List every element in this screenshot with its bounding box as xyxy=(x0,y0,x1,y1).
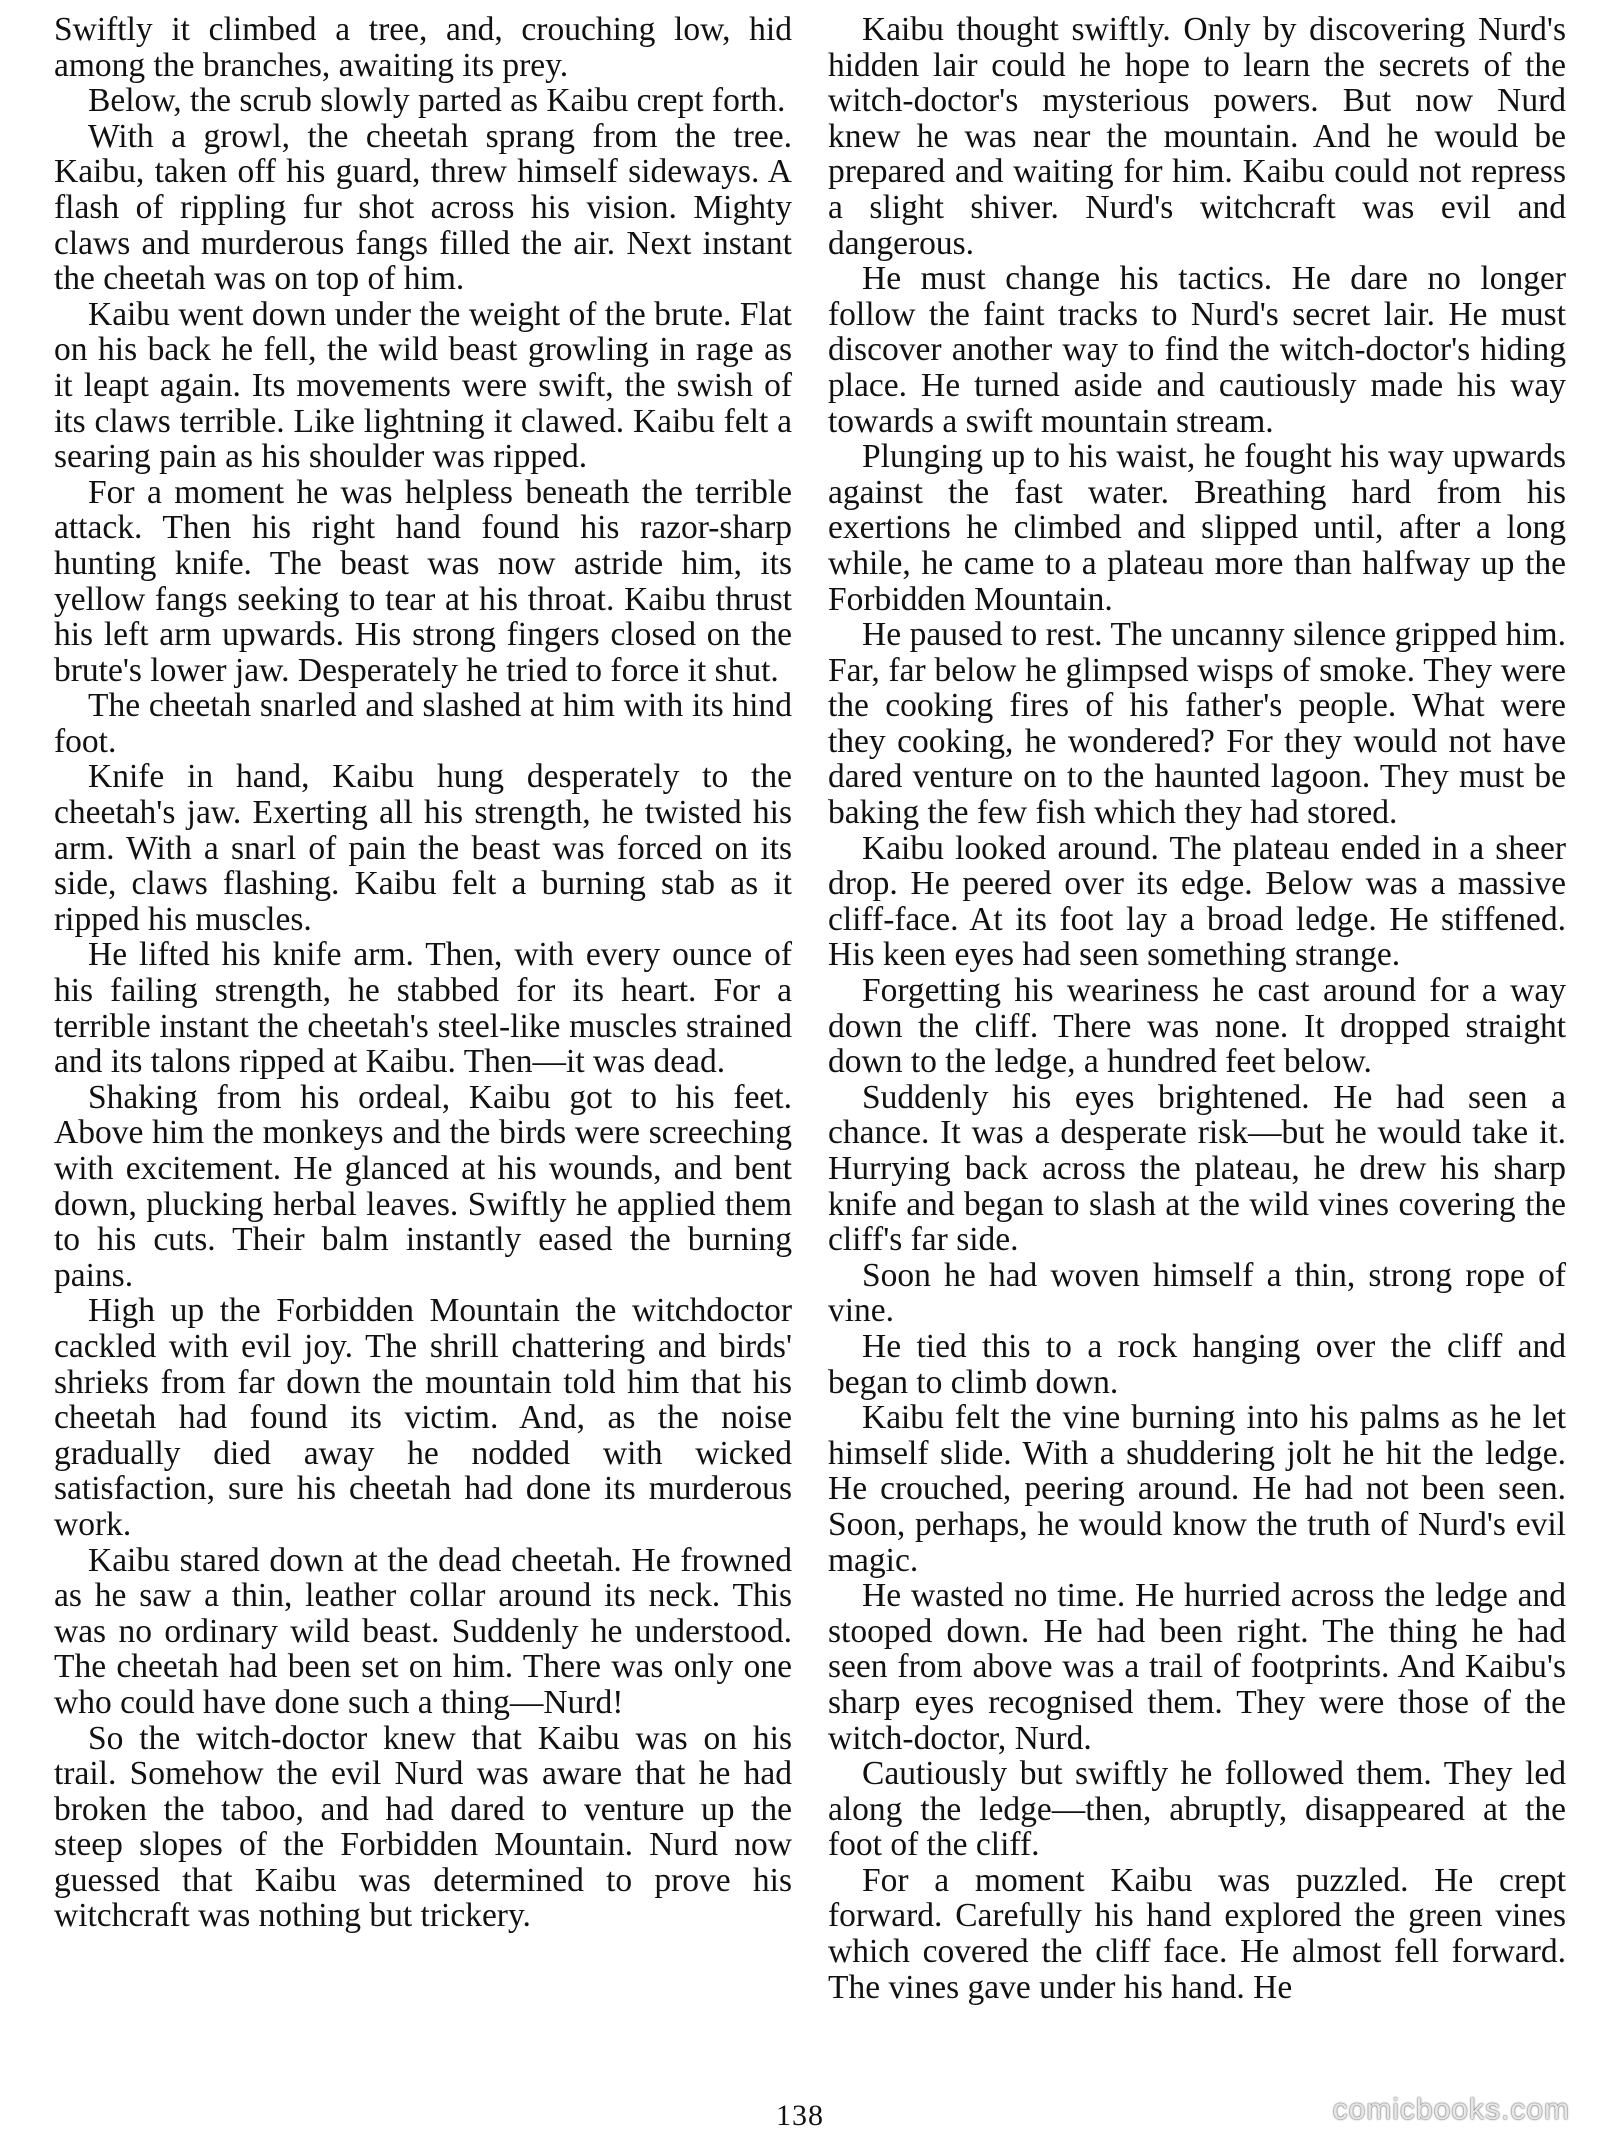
paragraph: He must change his tactics. He dare no longer follow the faint tracks to Nurd's secret lair. He must discover another way to find the witch-doctor's hiding place. He turned aside and cautiously made his way towards a swift mountain stream. xyxy=(828,260,1566,440)
paragraph: For a moment Kaibu was puzzled. He crept forward. Carefully his hand explored the green vines which covered the cliff face. He almost fell forward. The vines gave under his hand. He xyxy=(828,1861,1566,2006)
paragraph: Knife in hand, Kaibu hung desperately to the cheetah's jaw. Exerting all his strength, he twisted his arm. With a snarl of pain the beast was forced on its side, claws flashing. Kaibu felt a burning stab as it ripped his muscles. xyxy=(54,758,792,938)
right-text-column xyxy=(828,12,1566,2005)
paragraph: He lifted his knife arm. Then, with every ounce of his failing strength, he stabbed for its heart. For a terrible instant the cheetah's steel-like muscles strained and its talons ripped at Kaibu. Then—it was dead. xyxy=(54,936,792,1081)
paragraph: He wasted no time. He hurried across the ledge and stooped down. He had been right. The thing he had seen from above was a trail of footprints. And Kaibu's sharp eyes recognised them. They were those of the witch-doctor, Nurd. xyxy=(828,1577,1566,1757)
paragraph: With a growl, the cheetah sprang from the tree. Kaibu, taken off his guard, threw himself sideways. A flash of rippling fur shot across his vision. Mighty claws and murderous fangs filled the air. Next instant the cheetah was on top of him. xyxy=(54,117,792,298)
paragraph: So the witch-doctor knew that Kaibu was on his trail. Somehow the evil Nurd was aware that he had broken the taboo, and had dared to venture up the steep slopes of the Forbidden Mountain. Nurd now guessed that Kaibu was determined to prove his witchcraft was nothing but trickery. xyxy=(54,1719,792,1935)
paragraph: The cheetah snarled and slashed at him with its hind foot. xyxy=(54,687,792,760)
paragraph: Kaibu stared down at the dead cheetah. He frowned as he saw a thin, leather collar around its neck. This was no ordinary wild beast. Suddenly he understood. The cheetah had been set on him. There was only one who could have done such a thing—Nurd! xyxy=(54,1541,792,1721)
paragraph: Forgetting his weariness he cast around for a way down the cliff. There was none. It dropped straight down to the ledge, a hundred feet below. xyxy=(828,972,1566,1081)
paragraph: Shaking from his ordeal, Kaibu got to his feet. Above him the monkeys and the birds were screeching with excitement. He glanced at his wounds, and bent down, plucking herbal leaves. Swiftly he applied them to his cuts. Their balm instantly eased the burning pains. xyxy=(54,1078,792,1294)
paragraph: Below, the scrub slowly parted as Kaibu crept forth. xyxy=(88,82,786,120)
paragraph: Kaibu looked around. The plateau ended in a sheer drop. He peered over its edge. Below was a massive cliff-face. At its foot lay a broad ledge. He stiffened. His keen eyes had seen something strange. xyxy=(828,829,1566,974)
paragraph: High up the Forbidden Mountain the witchdoctor cackled with evil joy. The shrill chattering and birds' shrieks from far down the mountain told him that his cheetah had found its victim. And, as the noise gradually died away he nodded with wicked satisfaction, sure his cheetah had done its murderous work. xyxy=(54,1292,792,1543)
paragraph: Cautiously but swiftly he followed them. They led along the ledge—then, abruptly, disappeared at the foot of the cliff. xyxy=(828,1755,1566,1864)
page-number: 138 xyxy=(776,2099,824,2132)
paragraph: Suddenly his eyes brightened. He had seen a chance. It was a desperate risk—but he would take it. Hurrying back across the plateau, he drew his sharp knife and began to slash at the wild vines covering the cliff's far side. xyxy=(828,1078,1566,1259)
paragraph: Kaibu thought swiftly. Only by discovering Nurd's hidden lair could he hope to learn the secrets of the witch-doctor's mysterious powers. But now Nurd knew he was near the mountain. And he would be prepared and waiting for him. Kaibu could not repress a slight shiver. Nurd's witchcraft was evil and dangerous. xyxy=(828,11,1566,262)
paragraph: Soon he had woven himself a thin, strong rope of vine. xyxy=(828,1256,1566,1330)
paragraph: Plunging up to his waist, he fought his way upwards against the fast water. Breathing hard from his exertions he climbed and slipped until, after a long while, he came to a plateau more than halfway up the Forbidden Mountain. xyxy=(828,438,1566,618)
paragraph: Swiftly it climbed a tree, and, crouching low, hid among the branches, awaiting its prey. xyxy=(54,11,792,84)
left-text-column xyxy=(54,12,792,1934)
paragraph: He tied this to a rock hanging over the cliff and began to climb down. xyxy=(828,1327,1566,1401)
watermark: comicbooks.com xyxy=(1332,2093,1570,2126)
paragraph: He paused to rest. The uncanny silence gripped him. Far, far below he glimpsed wisps of smoke. They were the cooking fires of his father's people. What were they cooking, he wondered? For they would not have dared venture on to the haunted lagoon. They must be baking the few fish which they had stored. xyxy=(828,616,1566,832)
paragraph: For a moment he was helpless beneath the terrible attack. Then his right hand found his razor-sharp hunting knife. The beast was now astride him, its yellow fangs seeking to tear at his throat. Kaibu thrust his left arm upwards. His strong fingers closed on the brute's lower jaw. Desperately he tried to force it shut. xyxy=(54,473,792,689)
paragraph: Kaibu went down under the weight of the brute. Flat on his back he fell, the wild beast growling in rage as it leapt again. Its movements were swift, the swish of its claws terrible. Like lightning it clawed. Kaibu felt a searing pain as his shoulder was ripped. xyxy=(54,295,792,476)
paragraph: Kaibu felt the vine burning into his palms as he let himself slide. With a shuddering jolt he hit the ledge. He crouched, peering around. He had not been seen. Soon, perhaps, he would know the truth of Nurd's evil magic. xyxy=(828,1399,1566,1579)
